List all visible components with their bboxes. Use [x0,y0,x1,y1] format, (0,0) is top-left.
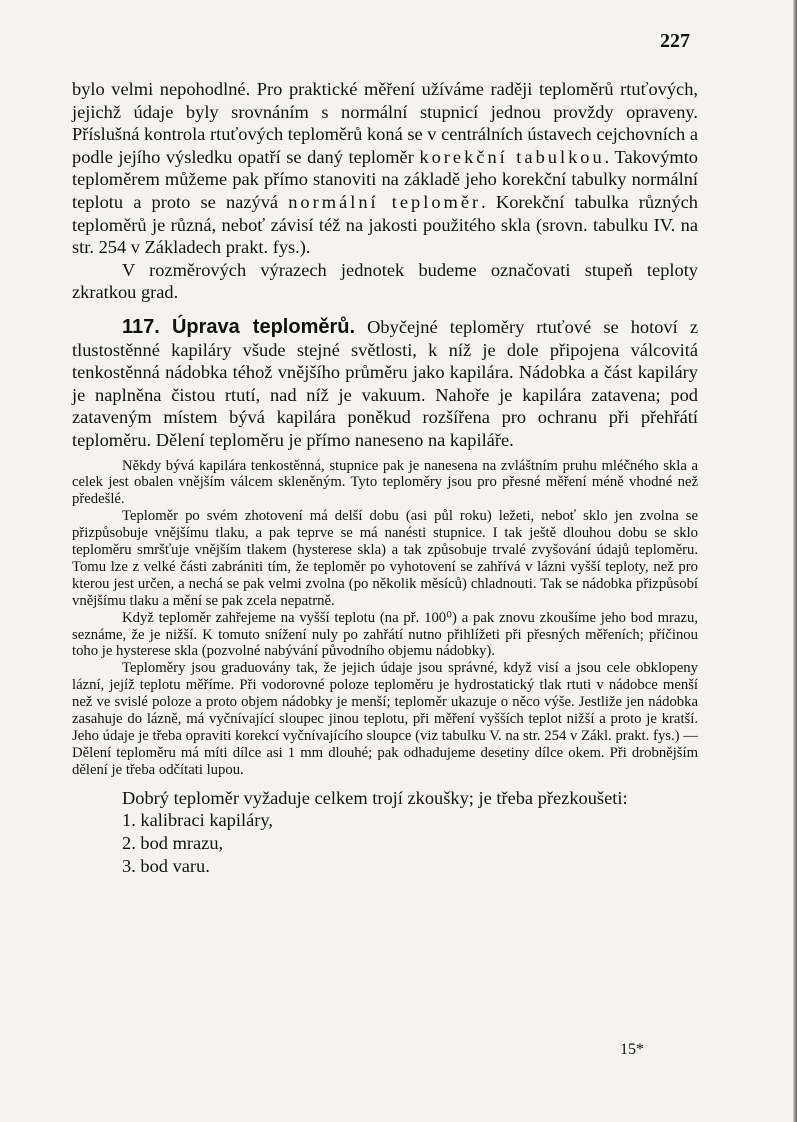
test-list [72,809,698,877]
section-number: 117. [122,315,160,338]
section-paragraph [72,316,698,452]
small-paragraph: Někdy bývá kapilára tenkostěnná, stupnice pak je nanesena na zvláštním pruhu mléčného skla a celek jest obalen vnějším válcem skleněným. Tyto teploměry jsou pro přesné měření méně vhodné než předešlé. [72,457,698,508]
text-run: . Korekční tabulka různých teploměrů je různá, neboť závisí též na jakosti použitého skla (srovn. tabulku IV. na str. 254 v Základech prakt. fys.). [72,191,699,258]
small-paragraph: Teploměr po svém zhotovení má delší dobu (asi půl roku) ležeti, neboť sklo jen zvolna se přizpůsobuje vnějšímu tlaku, a pak teprve se má nanésti stupnice. I tak ještě dlouhou dobu se sklo teploměru smršťuje vnějším tlakem (hysterese skla) a tak způsobuje trvalé zvyšování údajů teploměru. Tomu lze z velké části zabrániti tím, že teploměr po vyhotovení se zahřívá v lázni vyšší teploty, než pro kterou jest určen, a nechá se pak velmi zvolna (po několik měsíců) chladnouti. Tak se nádobka přizpůsobí vnějšímu tlaku a mění se pak zcela nepatrně. [72,508,698,609]
paragraph [72,78,698,259]
list-item: 1. kalibraci kapiláry, [122,810,273,831]
section-title: Úprava teploměrů. [171,315,356,338]
section-text: Obyčejné teploměry rtuťové se hotoví z tlustostěnné kapiláry všude stejné světlosti, k níž je dole připojena válcovitá tenkostěnná nádobka téhož vnějšího průměru jako kapilára. Nádobka a část kapiláry je naplněna čistou rtutí, nad níž je vakuum. Nahoře je kapilára zatavena; pod zataveným místem bývá kapilára poněkud rozšířena pro ochranu při přehřátí teploměru. Dělení teploměru je přímo naneseno na kapiláře. [72,316,698,450]
emphasized-term: normální teploměr [288,191,482,212]
emphasized-term: korekční tabulkou [419,146,605,167]
paragraph: Dobrý teploměr vyžaduje celkem trojí zkoušky; je třeba přezkoušeti: [122,787,628,808]
list-item: 3. bod varu. [122,855,210,876]
page-number: 227 [660,30,690,52]
main-text [72,78,698,877]
text-run: . Takovýmto teploměrem můžeme pak přímo stanoviti na základě jeho korekční tabulky normální teplotu a proto se nazývá [72,146,698,212]
signature-mark: 15* [620,1041,644,1058]
small-print-block [72,458,698,779]
page-edge-shadow [793,0,797,1122]
small-paragraph: Teploměry jsou graduovány tak, že jejich údaje jsou správné, když visí a jsou cele obklopeny lázní, jejíž teplotu měříme. Při vodorovné poloze teploměru je hydrostatický tlak rtuti v nádobce menší než ve svislé poloze a proto objem nádobky je menší; teploměr ukazuje o něco výše. Jestliže jen nádobka zasahuje do lázně, má vyčnívající sloupec jinou teplotu, při měření vyšších teplot nižší a proto je kratší. Jeho údaje je třeba opraviti korekcí vyčnívajícího sloupce (viz tabulku V. na str. 254 v Zákl. prakt. fys.) — Dělení teploměru má míti dílce asi 1 mm dlouhé; pak odhadujeme desetiny dílce okem. Při drobnějším dělení je třeba odčítati lupou. [72,660,698,778]
small-paragraph: Když teploměr zahřejeme na vyšší teplotu (na př. 100⁰) a pak znovu zkoušíme jeho bod mrazu, seznáme, že je nižší. K tomuto snížení nuly po zahřátí nutno přihlížeti při přesných měřeních; příčinou toho je hysterese skla (pozvolné nabývání původního objemu nádobky). [72,609,698,660]
paragraph: V rozměrových výrazech jednotek budeme označovati stupeň teploty zkratkou grad. [72,259,698,303]
text-run: bylo velmi nepohodlné. Pro praktické měření užíváme raději teploměrů rtuťových, jejichž údaje byly srovnáním s normální stupnicí jednou provždy opraveny. Příslušná kontrola rtuťových teploměrů koná se v centrálních ústavech cejchovních a podle jejího výsledku opatří se daný teploměr [72,79,698,167]
list-item: 2. bod mrazu, [122,832,224,853]
